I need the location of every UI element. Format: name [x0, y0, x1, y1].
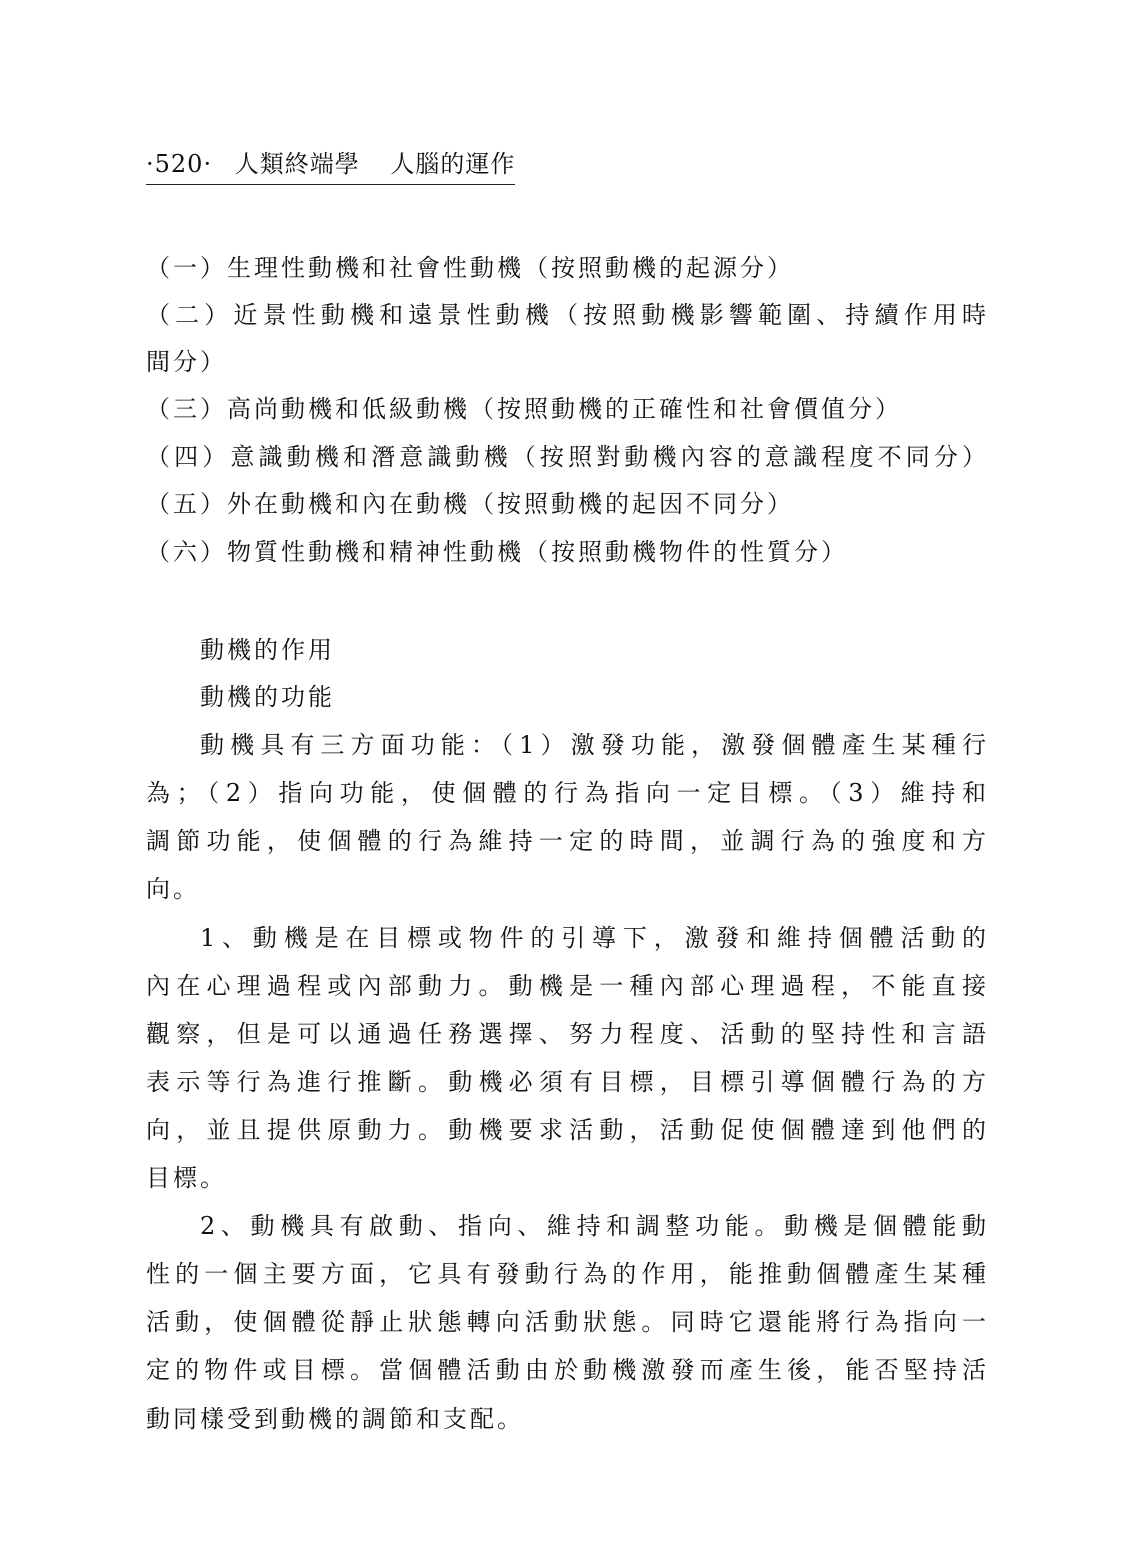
paragraph-line: 定的物件或目標。當個體活動由於動機激發而產生後，能否堅持活: [146, 1356, 986, 1384]
paragraph-line: 向，並且提供原動力。動機要求活動，活動促使個體達到他們的: [146, 1116, 986, 1144]
classification-item-continuation: 間分）: [146, 348, 227, 376]
paragraph-line: 向。: [146, 875, 200, 903]
classification-item: （二）近景性動機和遠景性動機（按照動機影響範圍、持續作用時: [146, 301, 986, 329]
paragraph-line: 調節功能，使個體的行為維持一定的時間，並調行為的強度和方: [146, 827, 986, 855]
paragraph-line: 表示等行為進行推斷。動機必須有目標，目標引導個體行為的方: [146, 1068, 986, 1096]
page-number: ·520·: [146, 150, 213, 178]
book-title: 人類終端學: [234, 150, 360, 178]
section-heading: 動機的功能: [200, 683, 335, 711]
paragraph-line: 1、動機是在目標或物件的引導下，激發和維持個體活動的: [200, 924, 986, 952]
paragraph-line: 動同樣受到動機的調節和支配。: [146, 1405, 524, 1433]
paragraph-line: 性的一個主要方面，它具有發動行為的作用，能推動個體產生某種: [146, 1260, 986, 1288]
classification-item: （一）生理性動機和社會性動機（按照動機的起源分）: [146, 254, 794, 282]
paragraph-line: 活動，使個體從靜止狀態轉向活動狀態。同時它還能將行為指向一: [146, 1308, 986, 1336]
classification-item: （五）外在動機和內在動機（按照動機的起因不同分）: [146, 490, 794, 518]
running-header: [146, 146, 515, 185]
paragraph-line: 動機具有三方面功能：（1）激發功能，激發個體產生某種行: [200, 731, 986, 759]
classification-item: （六）物質性動機和精神性動機（按照動機物件的性質分）: [146, 538, 848, 566]
paragraph-line: 觀察，但是可以通過任務選擇、努力程度、活動的堅持性和言語: [146, 1020, 986, 1048]
section-heading: 動機的作用: [200, 636, 335, 664]
classification-item: （三）高尚動機和低級動機（按照動機的正確性和社會價值分）: [146, 395, 902, 423]
paragraph-line: 內在心理過程或內部動力。動機是一種內部心理過程，不能直接: [146, 972, 986, 1000]
classification-item: （四）意識動機和潛意識動機（按照對動機內容的意識程度不同分）: [146, 443, 986, 471]
paragraph-line: 為；（2）指向功能，使個體的行為指向一定目標。（3）維持和: [146, 779, 986, 807]
paragraph-line: 2、動機具有啟動、指向、維持和調整功能。動機是個體能動: [200, 1212, 986, 1240]
chapter-title: 人腦的運作: [390, 150, 516, 178]
paragraph-line: 目標。: [146, 1164, 227, 1192]
